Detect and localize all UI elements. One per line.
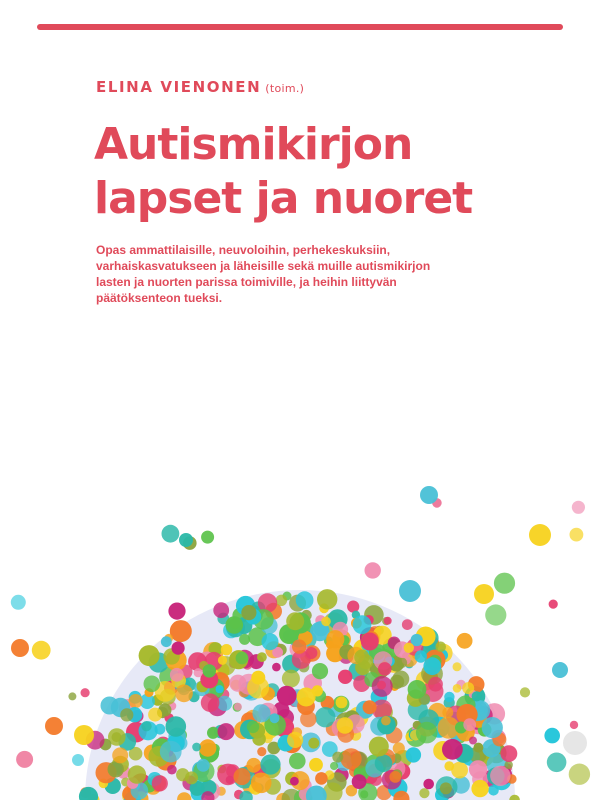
confetti-dot <box>32 641 51 660</box>
confetti-dot <box>363 700 377 714</box>
confetti-dot <box>352 774 367 789</box>
confetti-dot <box>161 636 172 647</box>
confetti-dot <box>296 591 314 609</box>
confetti-dot <box>423 779 434 790</box>
confetti-dot <box>141 721 151 731</box>
confetti-dots-illustration <box>0 460 600 800</box>
confetti-dot <box>289 753 306 770</box>
confetti-dot <box>529 524 551 546</box>
confetti-dot <box>547 753 567 773</box>
confetti-dot <box>166 716 187 737</box>
confetti-dot <box>167 765 177 775</box>
confetti-dot <box>175 684 193 702</box>
confetti-dot <box>203 664 216 677</box>
confetti-dot <box>474 584 494 604</box>
confetti-dot <box>336 697 348 709</box>
confetti-dot <box>81 688 90 697</box>
confetti-dot <box>471 780 488 797</box>
confetti-dot <box>276 595 287 606</box>
confetti-dot <box>572 501 585 514</box>
confetti-dot <box>361 633 379 651</box>
confetti-dot <box>236 652 249 665</box>
confetti-dot <box>192 743 201 752</box>
confetti-dot <box>290 777 299 786</box>
confetti-dot <box>384 617 392 625</box>
confetti-dot <box>389 771 401 783</box>
confetti-dot <box>155 724 166 735</box>
confetti-dot <box>444 692 454 702</box>
confetti-dot <box>152 775 168 791</box>
confetti-dot <box>473 743 483 753</box>
confetti-dot <box>463 718 476 731</box>
confetti-dot <box>360 790 368 798</box>
confetti-dot <box>282 670 300 688</box>
subtitle-line: lasten ja nuorten parissa toimiville, ja heihin liittyvän <box>96 275 397 289</box>
confetti-dot <box>309 758 323 772</box>
confetti-dot <box>247 677 269 699</box>
confetti-dot <box>326 630 344 648</box>
confetti-dot <box>469 760 487 778</box>
confetti-dot <box>252 704 270 722</box>
confetti-dot <box>494 573 515 594</box>
confetti-dot <box>277 686 297 706</box>
confetti-dot <box>408 680 427 699</box>
confetti-dot <box>213 602 229 618</box>
confetti-dot <box>11 595 26 610</box>
confetti-dot <box>393 742 405 754</box>
confetti-dot <box>270 713 280 723</box>
confetti-dot <box>330 762 338 770</box>
confetti-dot <box>234 703 242 711</box>
confetti-dot <box>246 758 261 773</box>
confetti-dot <box>520 687 530 697</box>
confetti-dot <box>218 723 235 740</box>
confetti-dot <box>168 603 185 620</box>
confetti-dot <box>397 658 408 669</box>
confetti-dot <box>72 754 84 766</box>
confetti-dot <box>201 693 220 712</box>
confetti-dot <box>172 642 185 655</box>
confetti-dot <box>488 785 499 796</box>
confetti-dot <box>201 531 214 544</box>
confetti-dot <box>482 717 503 738</box>
confetti-dot <box>453 684 462 693</box>
confetti-dot <box>197 759 210 772</box>
confetti-dot <box>462 682 474 694</box>
confetti-dot <box>406 747 421 762</box>
author-name: ELINA VIENONEN <box>96 78 262 96</box>
confetti-dot <box>234 768 251 785</box>
author-line <box>96 78 304 96</box>
confetti-dot <box>451 762 468 779</box>
confetti-dot <box>241 605 256 620</box>
confetti-dot <box>170 668 184 682</box>
confetti-dot <box>251 773 272 794</box>
confetti-dot <box>315 772 328 785</box>
top-accent-rule <box>37 24 563 30</box>
confetti-dot <box>312 663 328 679</box>
confetti-dot <box>381 716 391 726</box>
confetti-dot <box>415 650 427 662</box>
confetti-dot <box>440 782 452 794</box>
confetti-dot <box>399 580 421 602</box>
confetti-dot <box>485 604 506 625</box>
confetti-dot <box>207 727 219 739</box>
confetti-dot <box>260 754 280 774</box>
confetti-dot <box>392 671 409 688</box>
confetti-dot <box>170 620 192 642</box>
confetti-dot <box>442 739 463 760</box>
confetti-dot <box>216 685 224 693</box>
confetti-dot <box>221 644 232 655</box>
confetti-dot <box>16 751 33 768</box>
confetti-dot <box>404 643 414 653</box>
confetti-dot <box>423 657 441 675</box>
confetti-dot <box>341 748 362 769</box>
confetti-dot <box>419 788 429 798</box>
confetti-dot <box>457 633 473 649</box>
confetti-dot <box>297 688 316 707</box>
confetti-dot <box>570 721 578 729</box>
confetti-dot <box>148 708 162 722</box>
author-role: (toim.) <box>265 82 305 95</box>
book-title-line-1: Autismikirjon <box>94 119 413 170</box>
confetti-dot <box>185 771 198 784</box>
subtitle-line: päätöksenteon tueksi. <box>96 291 223 305</box>
confetti-dot <box>287 732 303 748</box>
confetti-dot <box>337 717 354 734</box>
confetti-dot <box>453 662 462 671</box>
book-title-line-2: lapset ja nuoret <box>94 173 473 224</box>
confetti-dot <box>239 634 250 645</box>
confetti-dot <box>218 656 227 665</box>
confetti-dot <box>112 747 128 763</box>
confetti-dot <box>108 761 124 777</box>
confetti-dot <box>321 617 331 627</box>
confetti-dot <box>420 486 438 504</box>
confetti-dot <box>179 533 193 547</box>
confetti-dot <box>402 619 413 630</box>
subtitle-line: varhaiskasvatukseen ja läheisille sekä muille autismikirjon <box>96 259 431 273</box>
confetti-dot <box>378 662 392 676</box>
confetti-dot <box>247 721 260 734</box>
confetti-dot <box>365 562 381 578</box>
confetti-dot <box>570 528 584 542</box>
confetti-dot <box>160 741 182 763</box>
confetti-dot <box>120 708 133 721</box>
confetti-dot <box>129 694 143 708</box>
confetti-dot <box>68 692 76 700</box>
confetti-dot <box>139 645 160 666</box>
confetti-dot <box>257 747 266 756</box>
confetti-dot <box>162 525 180 543</box>
confetti-dot <box>308 738 319 749</box>
book-title <box>94 118 472 226</box>
confetti-dot <box>353 615 372 634</box>
confetti-dot <box>375 755 393 773</box>
confetti-dot <box>45 717 63 735</box>
confetti-dot <box>354 650 369 665</box>
confetti-dot <box>428 677 443 692</box>
confetti-dot <box>501 745 518 762</box>
confetti-dot <box>128 765 146 783</box>
confetti-dot <box>144 676 161 693</box>
confetti-dot <box>338 670 352 684</box>
confetti-dot <box>332 752 343 763</box>
confetti-dot <box>369 737 389 757</box>
confetti-dot <box>469 737 477 745</box>
confetti-dot <box>435 642 446 653</box>
confetti-dot <box>101 697 119 715</box>
confetti-dot <box>416 722 438 744</box>
confetti-dot <box>317 589 337 609</box>
confetti-dot <box>257 652 267 662</box>
confetti-dot <box>563 731 587 755</box>
confetti-dot <box>377 681 386 690</box>
subtitle-line: Opas ammattilaisille, neuvoloihin, perhekeskuksiin, <box>96 243 391 257</box>
confetti-dot <box>272 663 281 672</box>
confetti-dot <box>262 633 279 650</box>
confetti-dot <box>292 639 306 653</box>
confetti-dot <box>549 600 558 609</box>
confetti-dot <box>472 691 482 701</box>
confetti-dot <box>442 707 453 718</box>
confetti-dot <box>552 662 568 678</box>
confetti-dot <box>74 725 94 745</box>
confetti-dot <box>199 739 216 756</box>
confetti-dot <box>11 639 29 657</box>
confetti-dot <box>286 612 304 630</box>
confetti-dot <box>347 601 359 613</box>
confetti-dot <box>544 728 560 744</box>
confetti-dot <box>229 675 246 692</box>
confetti-dot <box>226 616 244 634</box>
confetti-dot <box>569 764 590 785</box>
book-subtitle <box>96 242 536 306</box>
